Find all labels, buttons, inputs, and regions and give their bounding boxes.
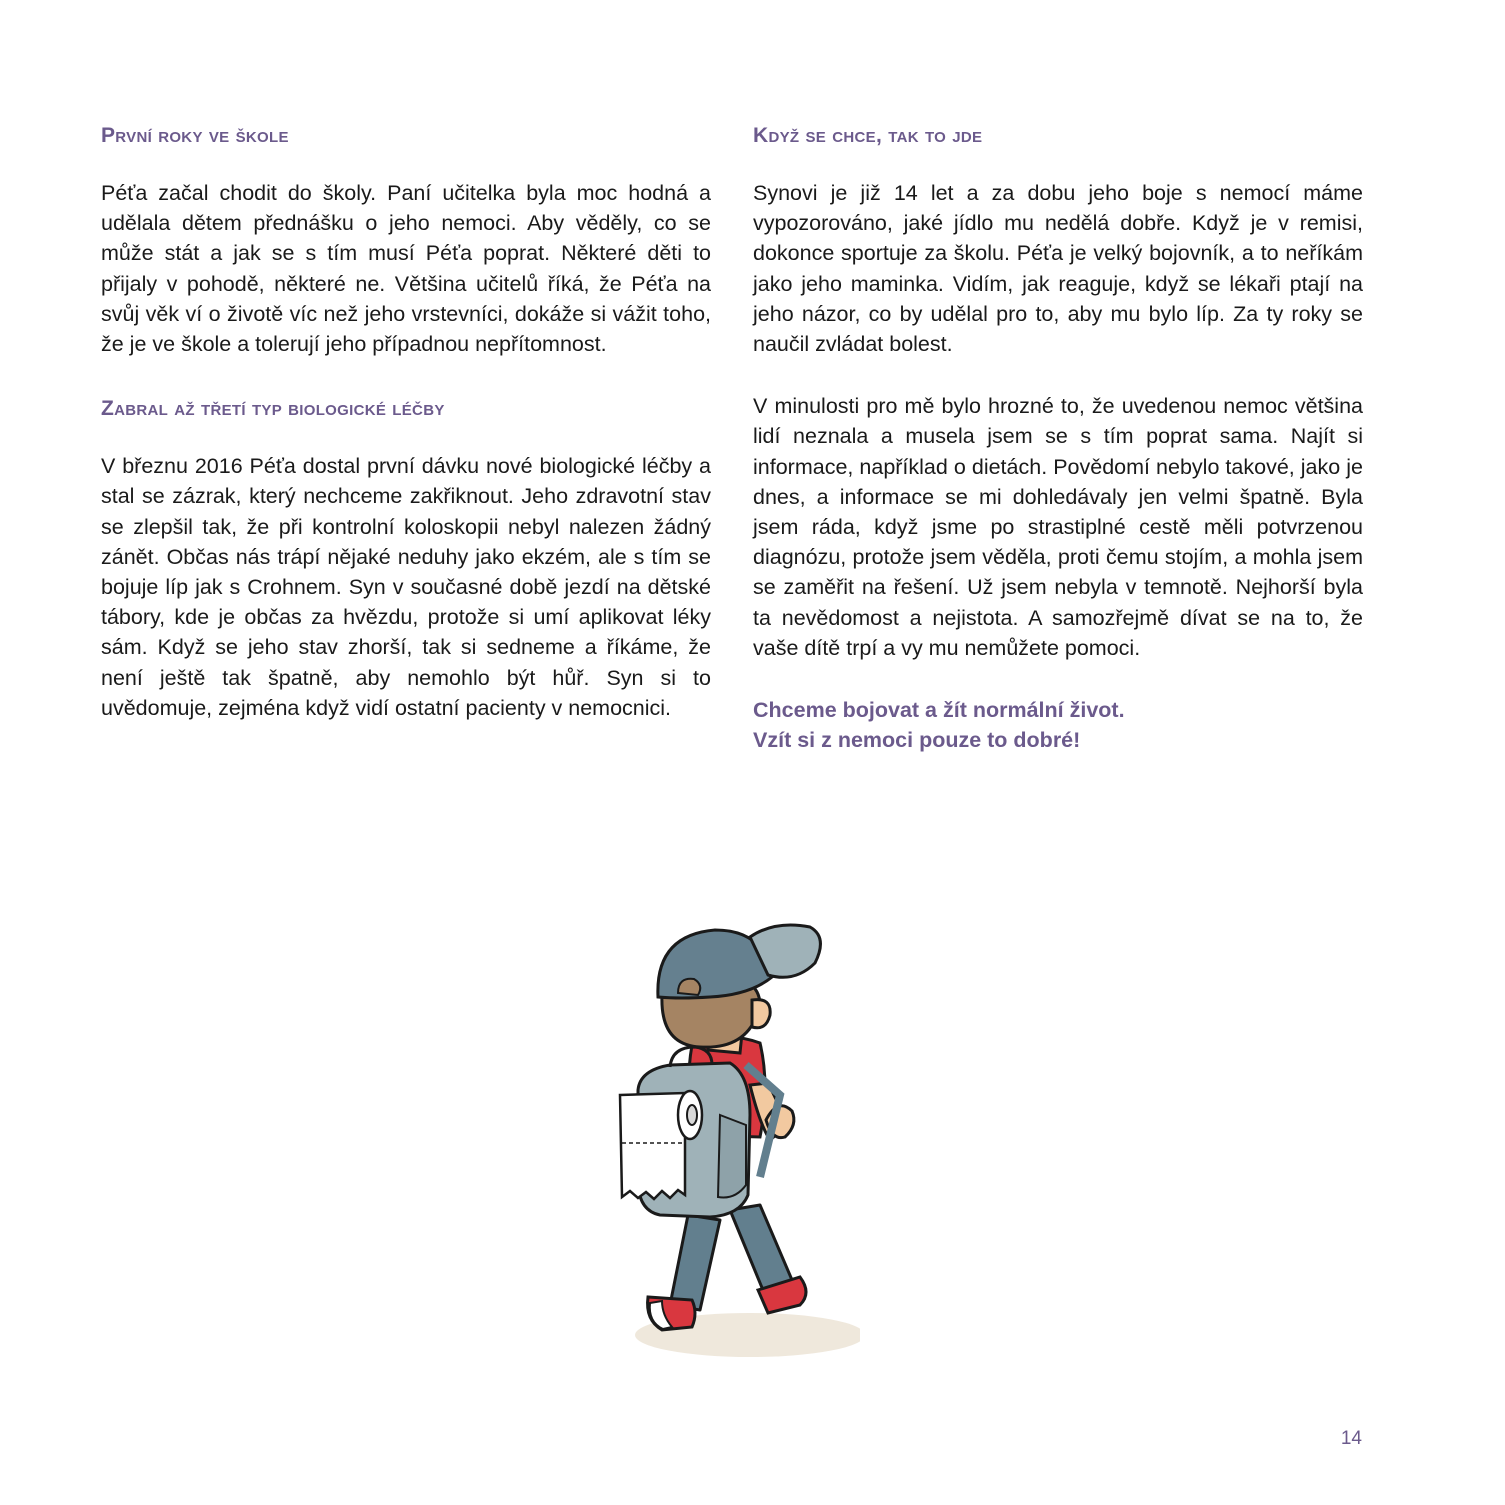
- section-heading-where-theres-a-will: Když se chce, tak to jde: [753, 124, 983, 147]
- section-heading-first-years: První roky ve škole: [101, 124, 289, 147]
- section-text-first-years: Péťa začal chodit do školy. Paní učitelka byla moc hodná a udělala dětem přednášku o jeho nemoci. Aby věděly, co se může stát a jak se s tím musí Péťa poprat. Některé děti to přijaly v pohodě, některé ne. Většina učitelů říká, že Péťa na svůj věk ví o životě víc než jeho vrstevníci, dokáže si vážit toho, že je ve škole a tolerují jeho případnou nepřítomnost.: [101, 181, 711, 357]
- boy-with-backpack-illustration: [600, 915, 860, 1375]
- left-column: [101, 118, 711, 723]
- section-text-past: V minulosti pro mě bylo hrozné to, že uvedenou nemoc většina lidí neznala a musela jsem se s tím poprat sama. Najít si informace, například o dietách. Povědomí nebylo takové, jako je dnes, a informace se mi dohledávaly jen velmi špatně. Byla jsem ráda, když jsme po strastiplné cestě měli potvrzenou diagnózu, protože jsem věděla, proti čemu stojím, a mohla jsem se zaměřit na řešení. Už jsem nebyla v temnotě. Nejhorší byla ta nevědomost a nejistota. A samozřejmě dívat se na to, že vaše dítě trpí a vy mu nemůžete pomoci.: [753, 394, 1363, 660]
- section-text-son-14: Synovi je již 14 let a za dobu jeho boje s nemocí máme vypozorováno, jaké jídlo mu nedělá dobře. Když je v remisi, dokonce sportuje za školu. Péťa je velký bojovník, a to neříkám jako jeho maminka. Vidím, jak reaguje, když se lékaři ptají na jeho názor, co by udělal pro to, aby mu bylo líp. Za ty roky se naučil zvládat bolest.: [753, 181, 1363, 357]
- right-column: [753, 118, 1363, 755]
- closing-line-2: Vzít si z nemoci pouze to dobré!: [753, 728, 1081, 753]
- toilet-paper-icon: [620, 1093, 685, 1199]
- backpack-pocket: [718, 1115, 746, 1198]
- toilet-paper-core: [687, 1105, 697, 1125]
- section-heading-biologic-treatment: Zabral až třetí typ biologické léčby: [101, 397, 445, 421]
- left-leg: [670, 1215, 720, 1310]
- ear: [752, 1000, 770, 1028]
- closing-line-1: Chceme bojovat a žít normální život.: [753, 698, 1125, 723]
- section-text-biologic-treatment: V březnu 2016 Péťa dostal první dávku nové biologické léčby a stal se zázrak, který nechceme zakřiknout. Jeho zdravotní stav se zlepšil tak, že při kontrolní koloskopii nebyl nalezen žádný zánět. Občas nás trápí nějaké neduhy jako ekzém, ale s tím se bojuje líp jak s Crohnem. Syn v současné době jezdí na dětské tábory, kde je občas za hvězdu, protože si umí aplikovat léky sám. Když se jeho stav zhorší, tak si sedneme a říkáme, že není ještě tak špatně, aby nemohlo být hůř. Syn si to uvědomuje, zejména když vidí ostatní pacienty v nemocnici.: [101, 454, 711, 720]
- cap-opening: [678, 979, 700, 995]
- closing-statement: [753, 695, 1363, 755]
- page-number: 14: [1340, 1428, 1362, 1449]
